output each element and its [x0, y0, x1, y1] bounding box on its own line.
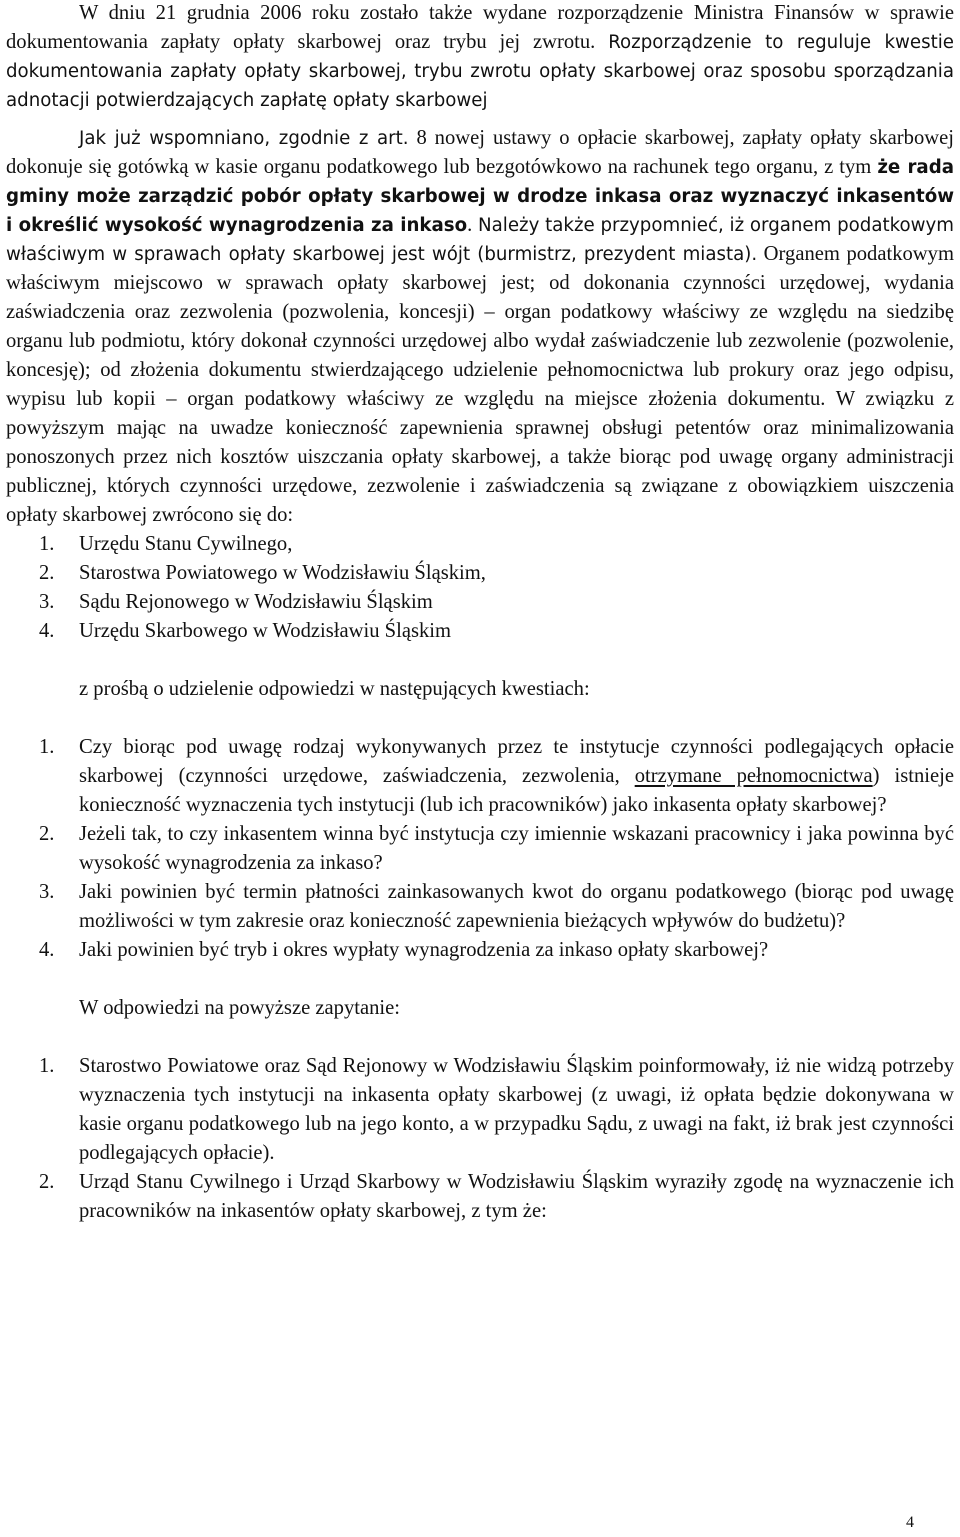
request-intro: z prośbą o udzielenie odpowiedzi w następujących kwestiach:: [79, 678, 590, 700]
list-item-number: 2.: [39, 823, 55, 845]
list-item-number: 1.: [39, 1055, 55, 1077]
list-item-number: 3.: [39, 881, 55, 903]
list-item-text: Urzędu Skarbowego w Wodzisławiu Śląskim: [79, 620, 452, 642]
list-item: [6, 878, 954, 936]
intro-text-scope: Rozporządzenie to reguluje kwestie dokumentowania zapłaty opłaty skarbowej, trybu zwrotu opłaty skarbowej oraz sposobu sporządzania adnotacji potwierdzających zapłatę opłaty skarbowej: [6, 32, 954, 111]
spacer: [6, 704, 954, 733]
list-item-text: Starostwa Powiatowego w Wodzisławiu Śląskim,: [79, 562, 486, 584]
list-item: [6, 820, 954, 878]
questions-list: [6, 733, 954, 965]
list-item-text: Sądu Rejonowego w Wodzisławiu Śląskim: [79, 591, 433, 613]
answers-list: [6, 1052, 954, 1226]
list-item-number: 4.: [39, 939, 55, 961]
page-number: 4: [906, 1514, 914, 1531]
list-item-text: Jeżeli tak, to czy inkasentem winna być instytucja czy imiennie wskazani pracownicy i jaka powinna być wysokość wynagrodzenia za inkaso?: [79, 823, 954, 874]
spacer: [6, 965, 954, 994]
institutions-list: [6, 530, 954, 646]
main-text-sans-mid: Należy także przypomnieć, iż organem podatkowym właściwym w sprawach opłaty skarbowej jest wójt (burmistrz, prezydent miasta).: [6, 215, 954, 265]
list-item-text: Starostwo Powiatowe oraz Sąd Rejonowy w Wodzisławiu Śląskim poinformowały, iż nie widzą potrzeby wyznaczenia tych instytucji na inkasenta opłaty skarbowej (z uwagi, iż opłata będzie dokonywana w kasie organu podatkowego lub na jego konto, a w przypadku Sądu, z uwagi na fakt, iż brak jest czynności podlegających opłacie).: [79, 1055, 954, 1164]
main-paragraph: [6, 124, 954, 530]
list-item-number: 2.: [39, 1171, 55, 1193]
list-item-number: 1.: [39, 736, 55, 758]
list-item-text: Urzędu Stanu Cywilnego,: [79, 533, 293, 555]
intro-text-regulation: W dniu 21 grudnia 2006 roku zostało także wydane rozporządzenie Ministra Finansów w sprawie dokumentowania zapłaty opłaty skarbowej oraz trybu jej zwrotu.: [6, 2, 954, 53]
main-text-serif-b: Organem podatkowym właściwym miejscowo w sprawach opłaty skarbowej jest; od dokonania czynności urzędowej, wydania zaświadczenia oraz zezwolenia (pozwolenia, koncesji) – organ podatkowy właściwy ze względu na siedzibę organu lub podmiotu, który dokonał czynności urzędowej albo wydał zaświadczenie lub zezwolenie (pozwolenie, koncesję); od złożenia dokumentu stwierdzającego udzielenie pełnomocnictwa lub prokury oraz jego odpisu, wypisu lub kopii – organ podatkowy właściwy ze względu na miejsce złożenia dokumentu. W związku z powyższym mając na uwadze konieczność zapewnienia sprawnej obsługi petentów oraz minimalizowania ponoszonych przez nich kosztów uiszczania opłaty skarbowej, a także biorąc pod uwagę organy administracji publicznej, których czynności urzędowe, zezwolenie i zaświadczenia są związane z obowiązkiem uiszczenia opłaty skarbowej zwrócono się do:: [6, 243, 954, 526]
list-item: [6, 617, 954, 646]
list-item-text: Jaki powinien być tryb i okres wypłaty wynagrodzenia za inkaso opłaty skarbowej?: [79, 939, 769, 961]
list-item-number: 1.: [39, 533, 55, 555]
question-text-after: ) istnieje konieczność wyznaczenia tych instytucji (lub ich pracowników) jako inkasenta opłaty skarbowej?: [79, 765, 954, 816]
list-item: [6, 588, 954, 617]
list-item: [6, 1168, 954, 1226]
main-text-sans-start: Jak już wspomniano, zgodnie z art.: [79, 128, 409, 149]
list-item: [6, 559, 954, 588]
main-text-bold: że rada gminy może zarządzić pobór opłaty skarbowej w drodze inkasa oraz wyznaczyć inkasentów i określić wysokość wynagrodzenia za inkaso: [6, 157, 954, 236]
document-page: [6, 0, 954, 1226]
list-item: [6, 936, 954, 965]
intro-paragraph: [6, 0, 954, 115]
spacer: [6, 1023, 954, 1052]
spacer: [6, 646, 954, 675]
list-item: [6, 1052, 954, 1168]
list-item-number: 4.: [39, 620, 55, 642]
question-text-underlined: otrzymane pełnomocnictwa: [634, 765, 873, 787]
list-item: [6, 530, 954, 559]
answers-intro: W odpowiedzi na powyższe zapytanie:: [79, 997, 400, 1019]
list-item: [6, 733, 954, 820]
list-item-number: 2.: [39, 562, 55, 584]
main-text-serif-a: 8 nowej ustawy o opłacie skarbowej, zapłaty opłaty skarbowej dokonuje się gotówką w kasie organu podatkowego lub bezgotówkowo na rachunek tego organu, z tym: [6, 127, 954, 178]
list-item-text: Jaki powinien być termin płatności zainkasowanych kwot do organu podatkowego (biorąc pod uwagę możliwości w tym zakresie oraz konieczność zapewnienia bieżących wpływów do budżetu)?: [79, 881, 954, 932]
question-text-before: Czy biorąc pod uwagę rodzaj wykonywanych przez te instytucje czynności podlegających opłacie skarbowej (czynności urzędowe, zaświadczenia, zezwolenia,: [79, 736, 954, 787]
main-text-dot: .: [467, 214, 473, 236]
list-item-text: Urząd Stanu Cywilnego i Urząd Skarbowy w Wodzisławiu Śląskim wyraziły zgodę na wyznaczenie ich pracowników na inkasentów opłaty skarbowej, z tym że:: [79, 1171, 954, 1222]
list-item-number: 3.: [39, 591, 55, 613]
